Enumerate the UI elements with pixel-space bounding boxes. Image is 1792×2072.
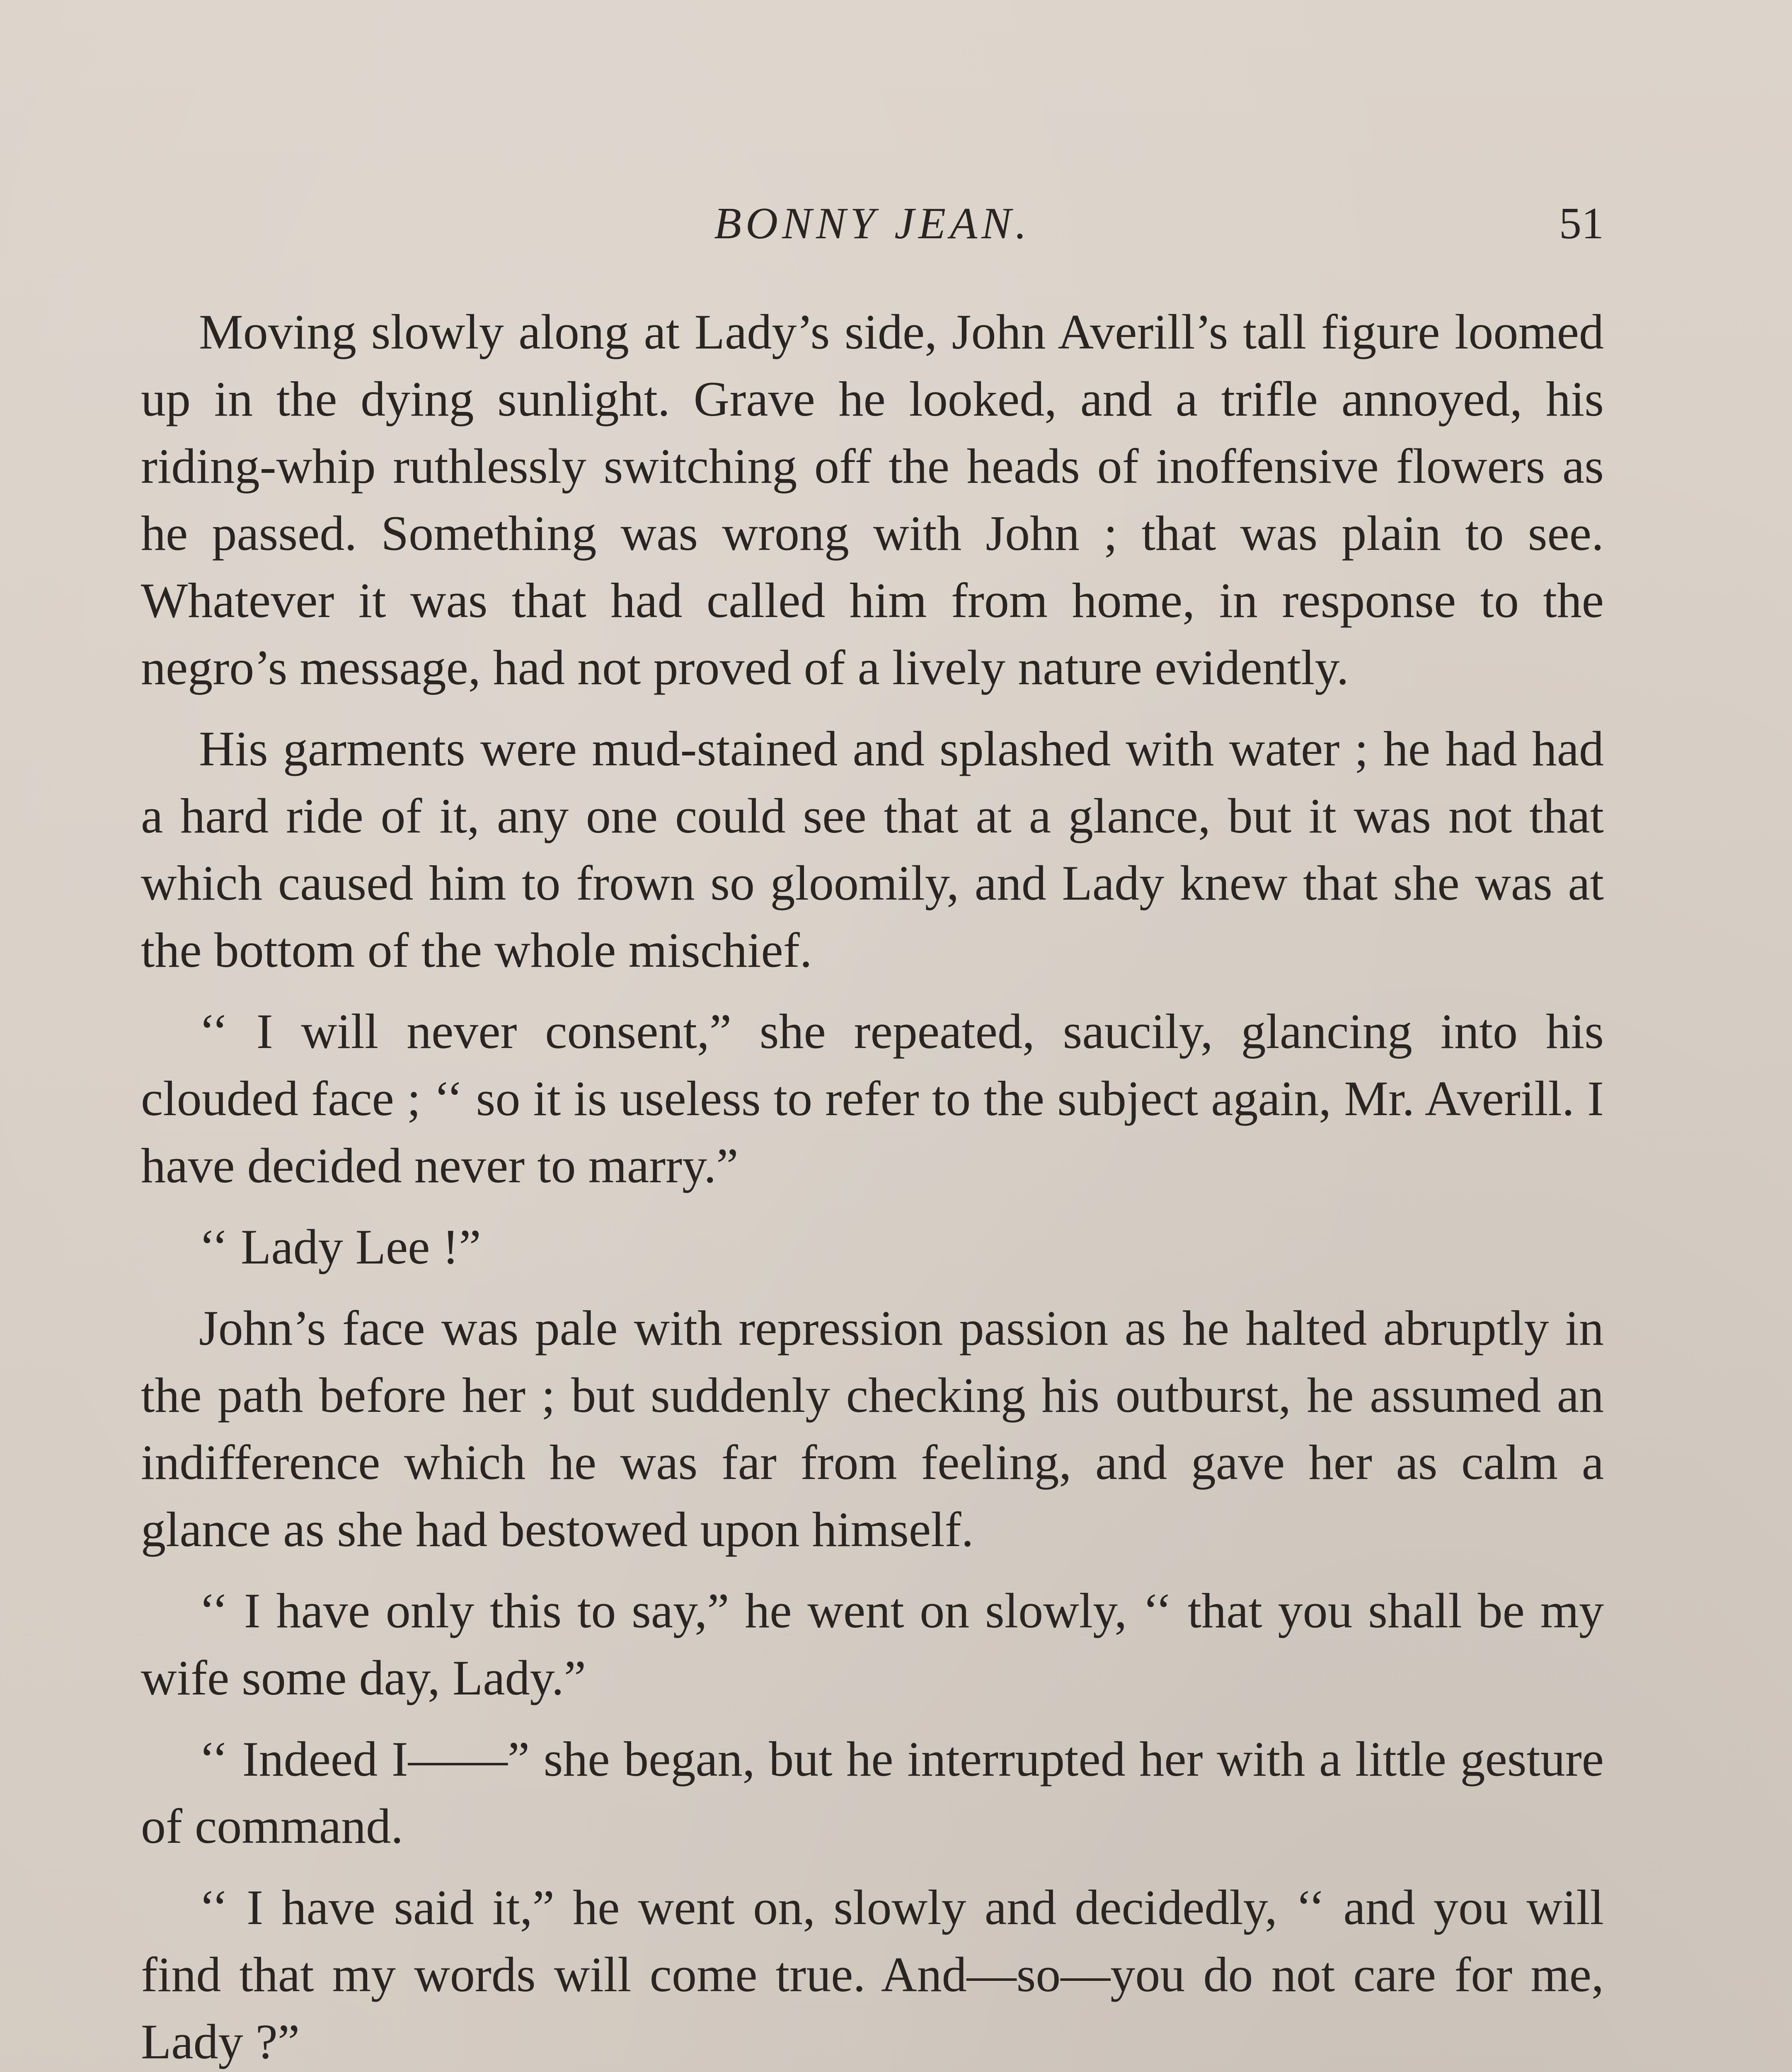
running-title: BONNY JEAN. xyxy=(714,199,1031,248)
body-text xyxy=(141,298,1604,2072)
paragraph: Moving slowly along at Lady’s side, John Averill’s tall figure loomed up in the dying sunlight. Grave he looked, and a trifle annoyed, his riding-whip ruthlessly switching off the heads of inoffensive flowers as he passed. Something was wrong with John ; that was plain to see. Whatever it was that had called him from home, in response to the negro’s message, had not proved of a lively nature evidently. xyxy=(141,304,1604,695)
page-header xyxy=(141,195,1604,253)
paragraph: ‘‘ I have said it,” he went on, slowly and decidedly, ‘‘ and you will find that my words will come true. And—so—you do not care for me, Lady ?” xyxy=(141,1880,1604,2069)
paragraph: ‘‘ I will never consent,” she repeated, saucily, glancing into his clouded face ; ‘‘ so it is useless to refer to the subject again, Mr. Averill. I have decided never to marry.” xyxy=(141,1004,1604,1193)
paragraph: ‘‘ Indeed I——” she began, but he interrupted her with a little gesture of command. xyxy=(141,1731,1604,1854)
paragraph: ‘‘ I have only this to say,” he went on slowly, ‘‘ that you shall be my wife some day, Lady.” xyxy=(141,1583,1604,1705)
paragraph: His garments were mud-stained and splashed with water ; he had had a hard ride of it, any one could see that at a glance, but it was not that which caused him to frown so gloomily, and Lady knew that she was at the bottom of the whole mischief. xyxy=(141,721,1604,978)
paragraph: John’s face was pale with repression passion as he halted abruptly in the path before her ; but suddenly checking his outburst, he assumed an indifference which he was far from feeling, and gave her as calm a glance as she had bestowed upon himself. xyxy=(141,1300,1604,1557)
page-number: 51 xyxy=(1559,199,1604,248)
paragraph: ‘‘ Lady Lee !” xyxy=(199,1219,481,1274)
